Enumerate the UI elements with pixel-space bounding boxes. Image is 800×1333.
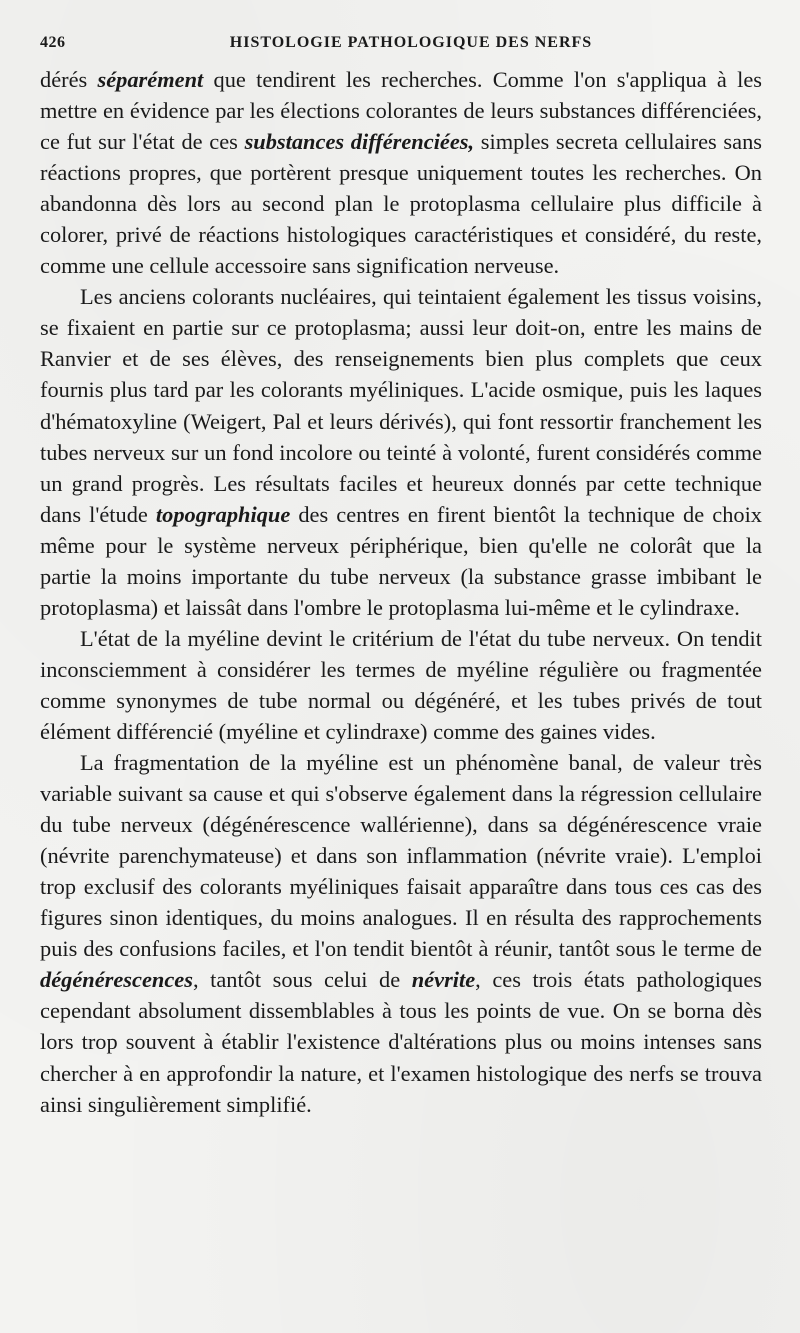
text-segment: L'état de la myéline devint le critérium de l'état du tube nerveux. On tendit inconsciemment à considérer les termes de myéline régulière ou fragmentée comme synonymes de tube normal ou dégénéré, et les tubes privés de tout élément différencié (myéline et cylindraxe) comme des gaines vides.	[40, 625, 762, 744]
body-text	[40, 64, 762, 1120]
emphasized-text: substances différenciées,	[244, 129, 475, 155]
text-segment: , tantôt sous celui de	[192, 967, 412, 993]
paragraph	[40, 747, 762, 1120]
text-segment: La fragmentation de la myéline est un phénomène banal, de valeur très variable suivant sa cause et qui s'observe également dans la régression cellulaire du tube nerveux (dégénérescence wallérienne), dans sa dégénérescence vraie (névrite parenchymateuse) et dans son inflammation (névrite vraie). L'emploi trop exclusif des colorants myéliniques faisait apparaître dans tous ces cas des figures sinon identiques, du moins analogues. Il en résulta des rapprochements puis des confusions faciles, et l'on tendit bientôt à réunir, tantôt sous le terme de	[40, 750, 762, 962]
emphasized-text: séparément	[97, 67, 204, 92]
paragraph	[40, 281, 762, 623]
paragraph	[40, 64, 762, 281]
emphasized-text: névrite	[411, 967, 476, 993]
text-segment: simples secreta cellulaires sans réactions propres, que portèrent presque uniquement toutes les recherches. On abandonna dès lors au second plan le protoplasma cellulaire plus difficile à colorer, privé de réactions histologiques caractéristiques et considéré, du reste, comme une cellule accessoire sans signification nerveuse.	[40, 129, 762, 279]
running-title: HISTOLOGIE PATHOLOGIQUE DES NERFS	[229, 34, 593, 51]
text-segment: que tendirent les recherches. Comme l'on s'appliqua à les mettre en évidence par les élections colorantes de leurs substances différenciées, ce fut sur l'état de ces	[40, 67, 762, 155]
paragraph	[40, 623, 762, 747]
emphasized-text: dégénérescences	[40, 967, 193, 993]
text-segment: Les anciens colorants nucléaires, qui teintaient également les tissus voisins, se fixaient en partie sur ce protoplasma; aussi leur doit-on, entre les mains de Ranvier et de ses élèves, des renseignements bien plus complets que ceux fournis plus tard par les colorants myéliniques. L'acide osmique, puis les laques d'hématoxyline (Weigert, Pal et leurs dérivés), qui font ressortir franchement les tubes nerveux sur un fond incolore ou teinté à volonté, furent considérés comme un grand progrès. Les résultats faciles et heureux donnés par cette technique dans l'étude	[40, 284, 762, 527]
text-segment: dérés	[40, 67, 98, 92]
emphasized-text: topographique	[155, 501, 291, 527]
page-number: 426	[40, 34, 66, 51]
text-segment: des centres en firent bientôt la technique de choix même pour le système nerveux périphérique, bien qu'elle ne colorât que la partie la moins importante du tube nerveux (la substance grasse imbibant le protoplasma) et laissât dans l'ombre le protoplasma lui-même et le cylindraxe.	[40, 501, 762, 620]
text-segment: , ces trois états pathologiques cependant absolument dissemblables à tous les points de vue. On se borna dès lors trop souvent à établir l'existence d'altérations plus ou moins intenses sans chercher à en approfondir la nature, et l'examen histologique des nerfs se trouva ainsi singulièrement simplifié.	[40, 967, 762, 1117]
running-head	[40, 34, 762, 60]
